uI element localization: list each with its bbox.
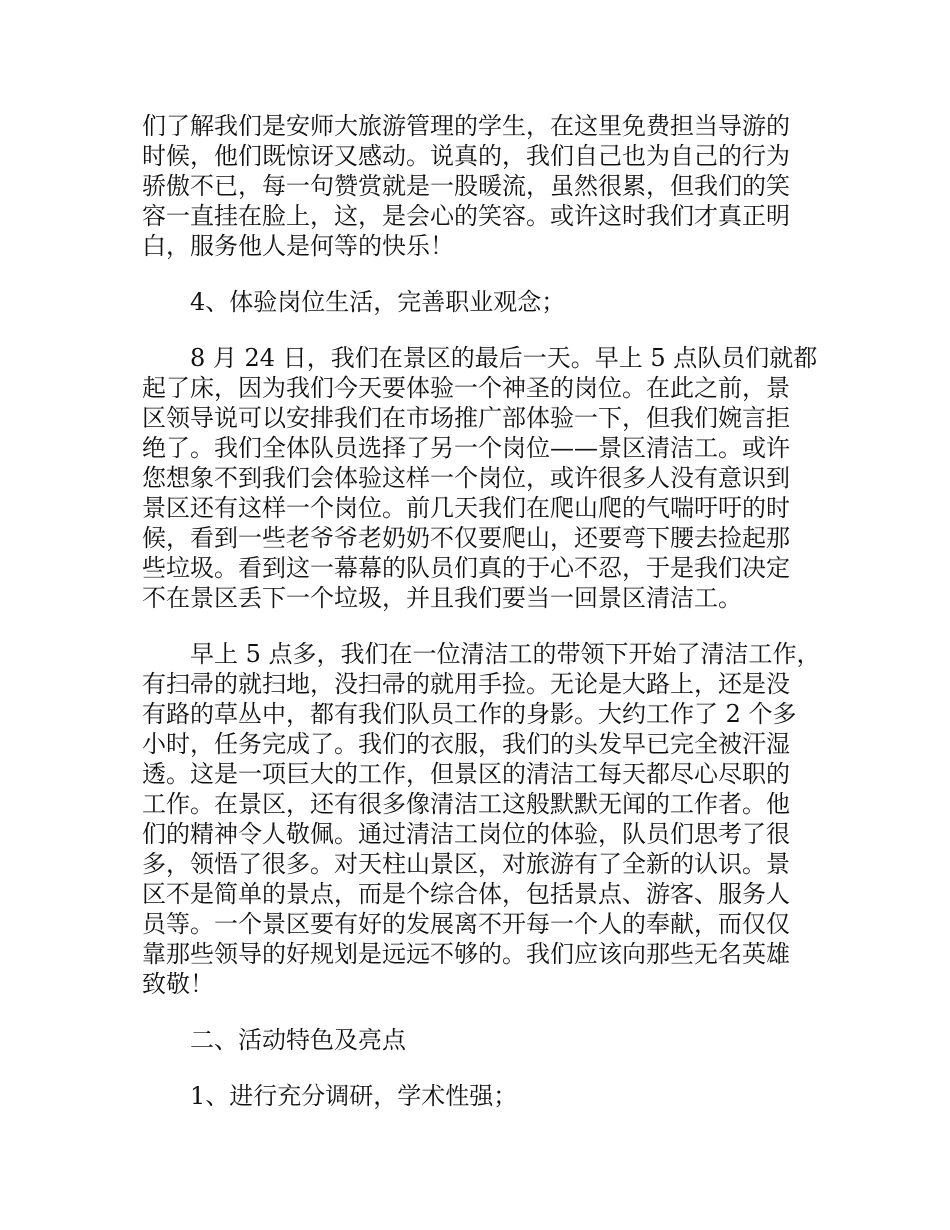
text-line: 时候，他们既惊讶又感动。说真的，我们自己也为自己的行为: [142, 142, 790, 170]
section-heading: [142, 1025, 818, 1055]
paragraph: [142, 343, 818, 613]
text-line: 早上 5 点多，我们在一位清洁工的带领下开始了清洁工作，: [190, 640, 821, 668]
paragraph-gap: [142, 261, 818, 287]
text-line: 景区还有这样一个岗位。前几天我们在爬山爬的气喘吁吁的时: [142, 494, 790, 522]
paragraph: [142, 111, 818, 261]
text-line: 不在景区丢下一个垃圾，并且我们要当一回景区清洁工。: [142, 584, 742, 612]
paragraph-gap: [142, 613, 818, 639]
text-line: 们的精神令人敬佩。通过清洁工岗位的体验，队员们思考了很: [142, 820, 790, 848]
text-line: 1、进行充分调研，学术性强；: [190, 1082, 518, 1110]
text-line: 致敬！: [142, 970, 214, 998]
text-line: 骄傲不已，每一句赞赏就是一股暖流，虽然很累，但我们的笑: [142, 172, 790, 200]
text-line: 绝了。我们全体队员选择了另一个岗位——景区清洁工。或许: [142, 434, 790, 462]
paragraph: [142, 639, 821, 999]
text-line: 您想象不到我们会体验这样一个岗位，或许很多人没有意识到: [142, 464, 790, 492]
text-line: 些垃圾。看到这一幕幕的队员们真的于心不忍，于是我们决定: [142, 554, 790, 582]
text-line: 8 月 24 日，我们在景区的最后一天。早上 5 点队员们就都: [190, 344, 818, 372]
text-line: 区不是简单的景点，而是个综合体，包括景点、游客、服务人: [142, 880, 790, 908]
text-line: 白，服务他人是何等的快乐！: [142, 232, 454, 260]
text-line: 靠那些领导的好规划是远远不够的。我们应该向那些无名英雄: [142, 940, 790, 968]
paragraph-gap: [142, 1055, 818, 1081]
paragraph-gap: [142, 999, 818, 1025]
document-page: [142, 111, 821, 1111]
paragraph-gap: [142, 317, 818, 343]
text-line: 候，看到一些老爷爷老奶奶不仅要爬山，还要弯下腰去捡起那: [142, 524, 790, 552]
text-line: 有扫帚的就扫地，没扫帚的就用手捡。无论是大路上，还是没: [142, 670, 790, 698]
text-line: 二、活动特色及亮点: [190, 1026, 406, 1054]
text-line: 们了解我们是安师大旅游管理的学生，在这里免费担当导游的: [142, 112, 790, 140]
text-line: 透。这是一项巨大的工作，但景区的清洁工每天都尽心尽职的: [142, 760, 790, 788]
text-line: 工作。在景区，还有很多像清洁工这般默默无闻的工作者。他: [142, 790, 790, 818]
text-line: 员等。一个景区要有好的发展离不开每一个人的奉献，而仅仅: [142, 910, 790, 938]
text-line: 容一直挂在脸上，这，是会心的笑容。或许这时我们才真正明: [142, 202, 790, 230]
section-heading: [142, 287, 818, 317]
text-line: 4、体验岗位生活，完善职业观念；: [190, 288, 566, 316]
text-line: 多，领悟了很多。对天柱山景区，对旅游有了全新的认识。景: [142, 850, 790, 878]
text-line: 小时，任务完成了。我们的衣服，我们的头发早已完全被汗湿: [142, 730, 790, 758]
text-line: 起了床，因为我们今天要体验一个神圣的岗位。在此之前，景: [142, 374, 790, 402]
subsection-heading: [142, 1081, 818, 1111]
text-line: 区领导说可以安排我们在市场推广部体验一下，但我们婉言拒: [142, 404, 790, 432]
text-line: 有路的草丛中，都有我们队员工作的身影。大约工作了 2 个多: [142, 700, 797, 728]
